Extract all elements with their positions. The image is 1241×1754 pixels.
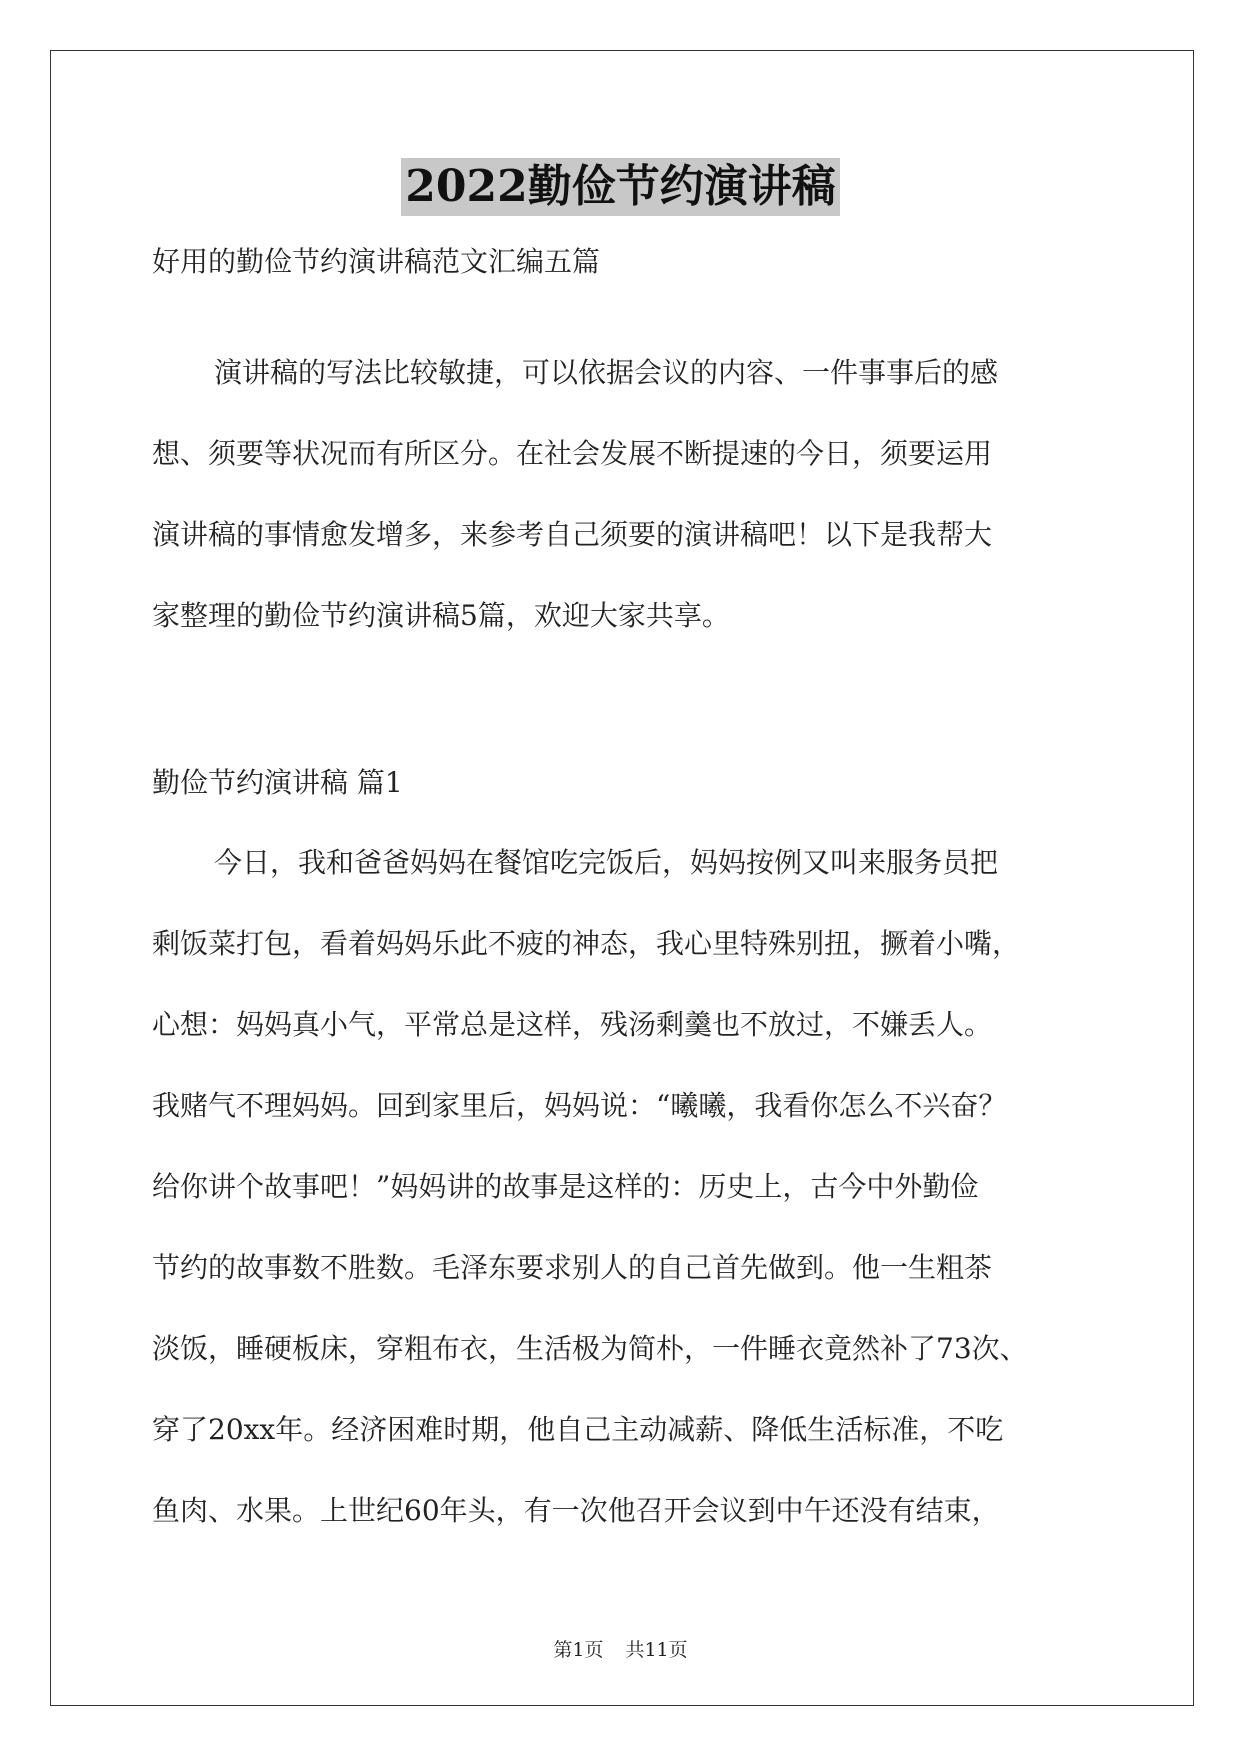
page-total: 共11页	[625, 1639, 688, 1661]
title-container	[0, 158, 1241, 216]
body-line: 淡饭，睡硬板床，穿粗布衣，生活极为简朴，一件睡衣竟然补了73次、	[152, 1332, 1028, 1365]
body-line: 剩饭菜打包，看着妈妈乐此不疲的神态，我心里特殊别扭，撅着小嘴，	[152, 927, 1021, 960]
page-footer	[0, 1637, 1241, 1663]
section-heading: 勤俭节约演讲稿 篇1	[152, 766, 403, 799]
intro-paragraph	[152, 332, 1097, 656]
page-number: 第1页	[553, 1639, 604, 1661]
body-line: 我赌气不理妈妈。回到家里后，妈妈说：“曦曦，我看你怎么不兴奋？	[152, 1089, 1007, 1122]
document-subtitle: 好用的勤俭节约演讲稿范文汇编五篇	[152, 245, 601, 278]
body-paragraph	[152, 822, 1097, 1551]
intro-line: 演讲稿的写法比较敏捷，可以依据会议的内容、一件事事后的感	[214, 356, 999, 389]
body-line: 节约的故事数不胜数。毛泽东要求别人的自己首先做到。他一生粗茶	[152, 1251, 993, 1284]
body-line: 鱼肉、水果。上世纪60年头，有一次他召开会议到中午还没有结束，	[152, 1494, 1000, 1527]
intro-line: 想、须要等状况而有所区分。在社会发展不断提速的今日，须要运用	[152, 437, 993, 470]
intro-line: 家整理的勤俭节约演讲稿5篇，欢迎大家共享。	[152, 599, 730, 632]
body-line: 穿了20xx年。经济困难时期，他自己主动减薪、降低生活标准，不吃	[152, 1413, 1004, 1446]
document-title: 2022勤俭节约演讲稿	[401, 158, 839, 216]
body-line: 给你讲个故事吧！”妈妈讲的故事是这样的：历史上，古今中外勤俭	[152, 1170, 979, 1203]
body-line: 今日，我和爸爸妈妈在餐馆吃完饭后，妈妈按例又叫来服务员把	[214, 846, 999, 879]
intro-line: 演讲稿的事情愈发增多，来参考自己须要的演讲稿吧！以下是我帮大	[152, 518, 993, 551]
body-line: 心想：妈妈真小气，平常总是这样，残汤剩羹也不放过，不嫌丢人。	[152, 1008, 993, 1041]
